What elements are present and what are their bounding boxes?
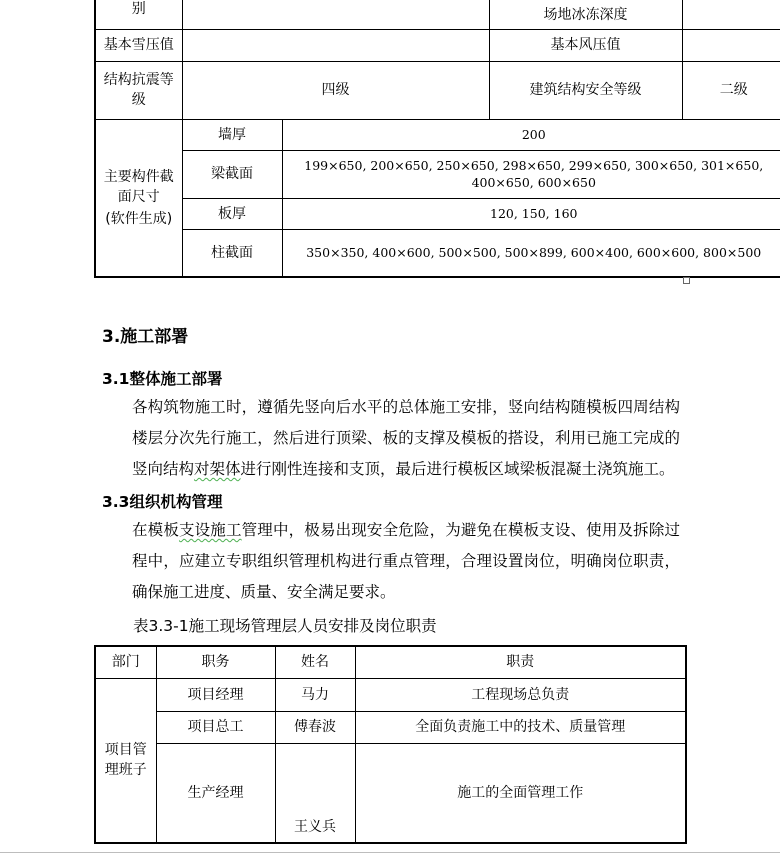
cell-name: 马力: [275, 678, 355, 711]
page-bottom-divider: [0, 852, 780, 853]
member-sizes-sub: (软件生成): [105, 210, 173, 227]
header-position: 职务: [156, 646, 275, 678]
cell-duty: 全面负责施工中的技术、质量管理: [355, 711, 686, 743]
cell-label-beam-section: 梁截面: [182, 150, 282, 198]
cell-label-slab-thickness: 板厚: [182, 198, 282, 229]
table-resize-handle[interactable]: [683, 277, 690, 284]
cell-empty[interactable]: [182, 29, 489, 61]
staff-table: [94, 645, 687, 844]
cell-wall-thickness-value: 200: [282, 119, 780, 150]
cell-label-frost-depth: 场地冰冻深度: [489, 0, 682, 29]
cell-slab-thickness-value: 120, 150, 160: [282, 198, 780, 229]
cell-beam-section-value: 199×650, 200×650, 250×650, 298×650, 299×650, 300×650, 301×650, 400×650, 600×650: [282, 150, 780, 198]
header-name: 姓名: [275, 646, 355, 678]
cell-name: 王义兵: [275, 743, 355, 843]
heading-section-3-1: 3.1整体施工部署: [102, 370, 223, 388]
cell-duty: 工程现场总负责: [355, 678, 686, 711]
cell-role: 项目经理: [156, 678, 275, 711]
cell-label-seismic-grade: 结构抗震等级: [95, 61, 182, 119]
cell-label-snow-pressure: 基本雪压值: [95, 29, 182, 61]
cell-empty[interactable]: [682, 0, 780, 29]
cell-label-wall-thickness: 墙厚: [182, 119, 282, 150]
cell-label-column-section: 柱截面: [182, 229, 282, 277]
project-info-table: [94, 0, 780, 278]
header-department: 部门: [95, 646, 156, 678]
cell-label-wind-pressure: 基本风压值: [489, 29, 682, 61]
cell-label-partial: 别: [95, 0, 182, 29]
member-sizes-label: 主要构件截面尺寸: [103, 168, 174, 205]
cell-safety-grade-value: 二级: [682, 61, 780, 119]
table-caption: 表3.3-1施工现场管理层人员安排及岗位职责: [133, 617, 437, 635]
cell-name: 傅春波: [275, 711, 355, 743]
header-duty: 职责: [355, 646, 686, 678]
cell-role: 项目总工: [156, 711, 275, 743]
heading-section-3: 3.施工部署: [102, 327, 189, 347]
cell-department-management: 项目管理班子: [95, 678, 156, 843]
cell-label-member-sizes: [95, 119, 182, 277]
cell-duty: 施工的全面管理工作: [355, 743, 686, 843]
cell-seismic-grade-value: 四级: [182, 61, 489, 119]
paragraph-overall-deployment: 各构筑物施工时，遵循先竖向后水平的总体施工安排，竖向结构随模板四周结构楼层分次先行施工，然后进行顶梁、板的支撑及模板的搭设，利用已施工完成的竖向结构对架体进行刚性连接和支顶，最后进行模板区域梁板混凝土浇筑施工。: [132, 398, 680, 478]
heading-section-3-3: 3.3组织机构管理: [102, 493, 223, 511]
cell-empty[interactable]: [682, 29, 780, 61]
cell-role: 生产经理: [156, 743, 275, 843]
cell-column-section-value: 350×350, 400×600, 500×500, 500×899, 600×400, 600×600, 800×500: [282, 229, 780, 277]
cell-empty[interactable]: [182, 0, 489, 29]
cell-label-safety-grade: 建筑结构安全等级: [489, 61, 682, 119]
paragraph-organization: 在模板支设施工管理中，极易出现安全危险，为避免在模板支设、使用及拆除过程中，应建立专职组织管理机构进行重点管理，合理设置岗位，明确岗位职责，确保施工进度、质量、安全满足要求。: [132, 521, 680, 601]
